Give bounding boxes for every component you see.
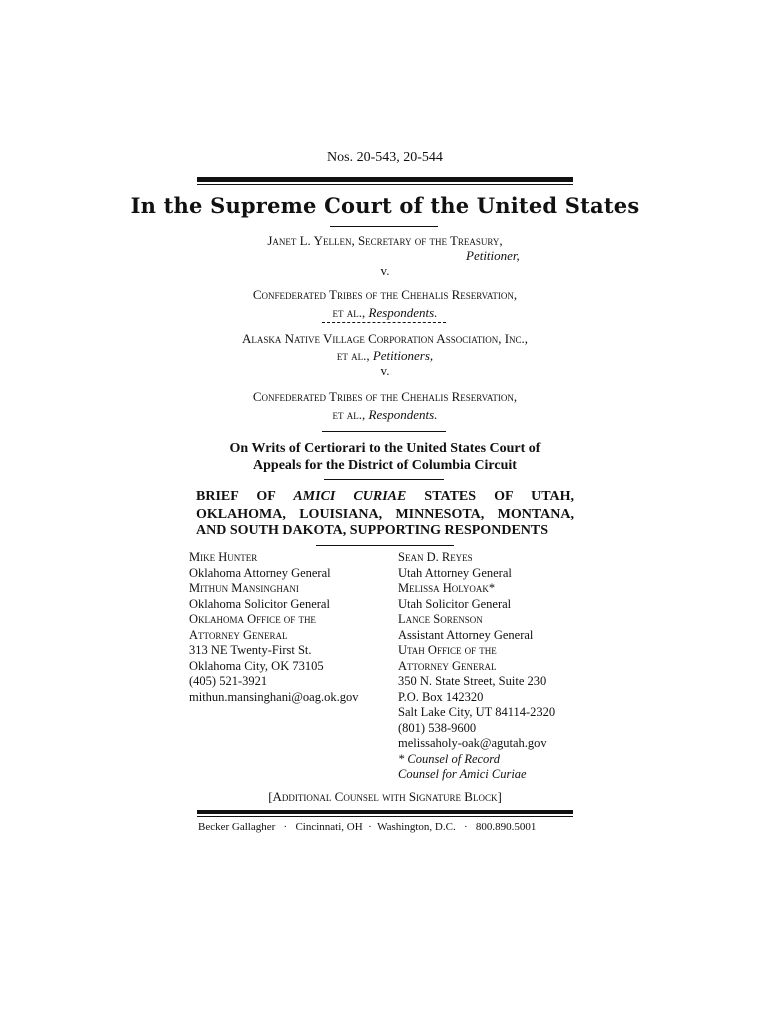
phone-number: (801) 538-9600	[398, 720, 477, 735]
bottom-thick-rule	[197, 810, 573, 814]
separator-dot: ·	[283, 821, 288, 833]
office-name: Attorney General	[189, 627, 288, 642]
counsel-of-record-note: * Counsel of Record	[398, 751, 500, 766]
office-name: Utah Office of the	[398, 643, 497, 657]
right-counsel-block	[398, 550, 588, 783]
case-separator	[322, 322, 446, 323]
bottom-thin-rule	[197, 816, 573, 817]
printer-footer	[198, 821, 578, 833]
counsel-name: Mike Hunter	[189, 550, 258, 564]
case2-versus: v.	[380, 363, 390, 378]
case1-respondent-etal-line	[180, 305, 590, 321]
email-address: melissaholy-oak@agutah.gov	[398, 736, 547, 750]
divider-rule	[324, 479, 444, 480]
address-line: Oklahoma City, OK 73105	[189, 658, 324, 673]
brief-prefix: BRIEF OF	[196, 489, 276, 504]
writs-heading	[190, 440, 580, 474]
counsel-name: Lance Sorenson	[398, 612, 483, 626]
case1-petitioner-role: Petitioner,	[466, 248, 520, 263]
docket-numbers: Nos. 20-543, 20-544	[327, 150, 443, 165]
printer-phone: 800.890.5001	[475, 821, 537, 833]
address-line: 313 NE Twenty-First St.	[189, 643, 312, 657]
counsel-title: Utah Attorney General	[398, 565, 512, 580]
address-line: 350 N. State Street, Suite 230	[398, 674, 547, 688]
top-thick-rule	[197, 177, 573, 182]
office-name: Oklahoma Office of the	[189, 612, 316, 626]
divider-rule	[330, 226, 438, 227]
counsel-name: Melissa Holyoak*	[398, 581, 496, 595]
brief-suffix: STATES OF UTAH,	[424, 489, 575, 504]
office-name: Attorney General	[398, 658, 497, 673]
writs-line-1: On Writs of Certiorari to the United States Court of	[229, 441, 541, 456]
case2-petitioner-etal-line	[180, 348, 590, 364]
case1-versus: v.	[380, 263, 390, 278]
counsel-title: Utah Solicitor General	[398, 596, 512, 611]
court-title: In the Supreme Court of the United States	[130, 193, 640, 218]
counsel-title: Oklahoma Attorney General	[189, 565, 331, 580]
address-line: Salt Lake City, UT 84114-2320	[398, 705, 556, 719]
counsel-for-amici-note: Counsel for Amici Curiae	[398, 767, 527, 781]
brief-title-line-3: AND SOUTH DAKOTA, SUPPORTING RESPONDENTS	[196, 523, 549, 538]
top-thin-rule	[197, 184, 573, 185]
case1-petitioner: Janet L. Yellen, Secretary of the Treasury,	[267, 233, 503, 248]
phone-number: (405) 521-3921	[189, 674, 268, 688]
separator-dot: ·	[463, 821, 468, 833]
divider-rule	[322, 431, 446, 432]
counsel-name: Mithun Mansinghani	[189, 581, 299, 595]
case2-petitioner: Alaska Native Village Corporation Association, Inc.,	[241, 331, 529, 346]
additional-counsel-note: [Additional Counsel with Signature Block]	[268, 789, 502, 804]
brief-title-line-1	[196, 488, 574, 506]
brief-amici: AMICI CURIAE	[293, 489, 407, 504]
divider-rule	[316, 545, 454, 546]
case1-respondent: Confederated Tribes of the Chehalis Reservation,	[252, 287, 518, 302]
case2-respondent: Confederated Tribes of the Chehalis Reservation,	[252, 389, 518, 404]
separator-dot: ·	[368, 821, 372, 833]
case1-respondent-role: Respondents.	[368, 305, 438, 320]
address-line: P.O. Box 142320	[398, 689, 484, 704]
writs-line-2: Appeals for the District of Columbia Circuit	[253, 458, 517, 473]
printer-city: Washington, D.C.	[377, 821, 456, 833]
counsel-title: Oklahoma Solicitor General	[189, 596, 330, 611]
printer-name: Becker Gallagher	[198, 821, 276, 833]
case2-respondent-etal-line	[180, 407, 590, 423]
case2-etal: et al.,	[336, 348, 370, 363]
left-counsel-block	[189, 550, 389, 705]
case1-etal: et al.,	[332, 305, 366, 320]
case2-etal: et al.,	[332, 407, 366, 422]
case2-respondent-role: Respondents.	[368, 407, 438, 422]
email-address: mithun.mansinghani@oag.ok.gov	[189, 689, 359, 704]
brief-title-line-2: OKLAHOMA, LOUISIANA, MINNESOTA, MONTANA,	[196, 507, 574, 522]
case2-petitioner-role: Petitioners,	[372, 348, 434, 363]
counsel-name: Sean D. Reyes	[398, 550, 473, 564]
printer-city: Cincinnati, OH	[295, 821, 363, 833]
counsel-title: Assistant Attorney General	[398, 627, 534, 642]
